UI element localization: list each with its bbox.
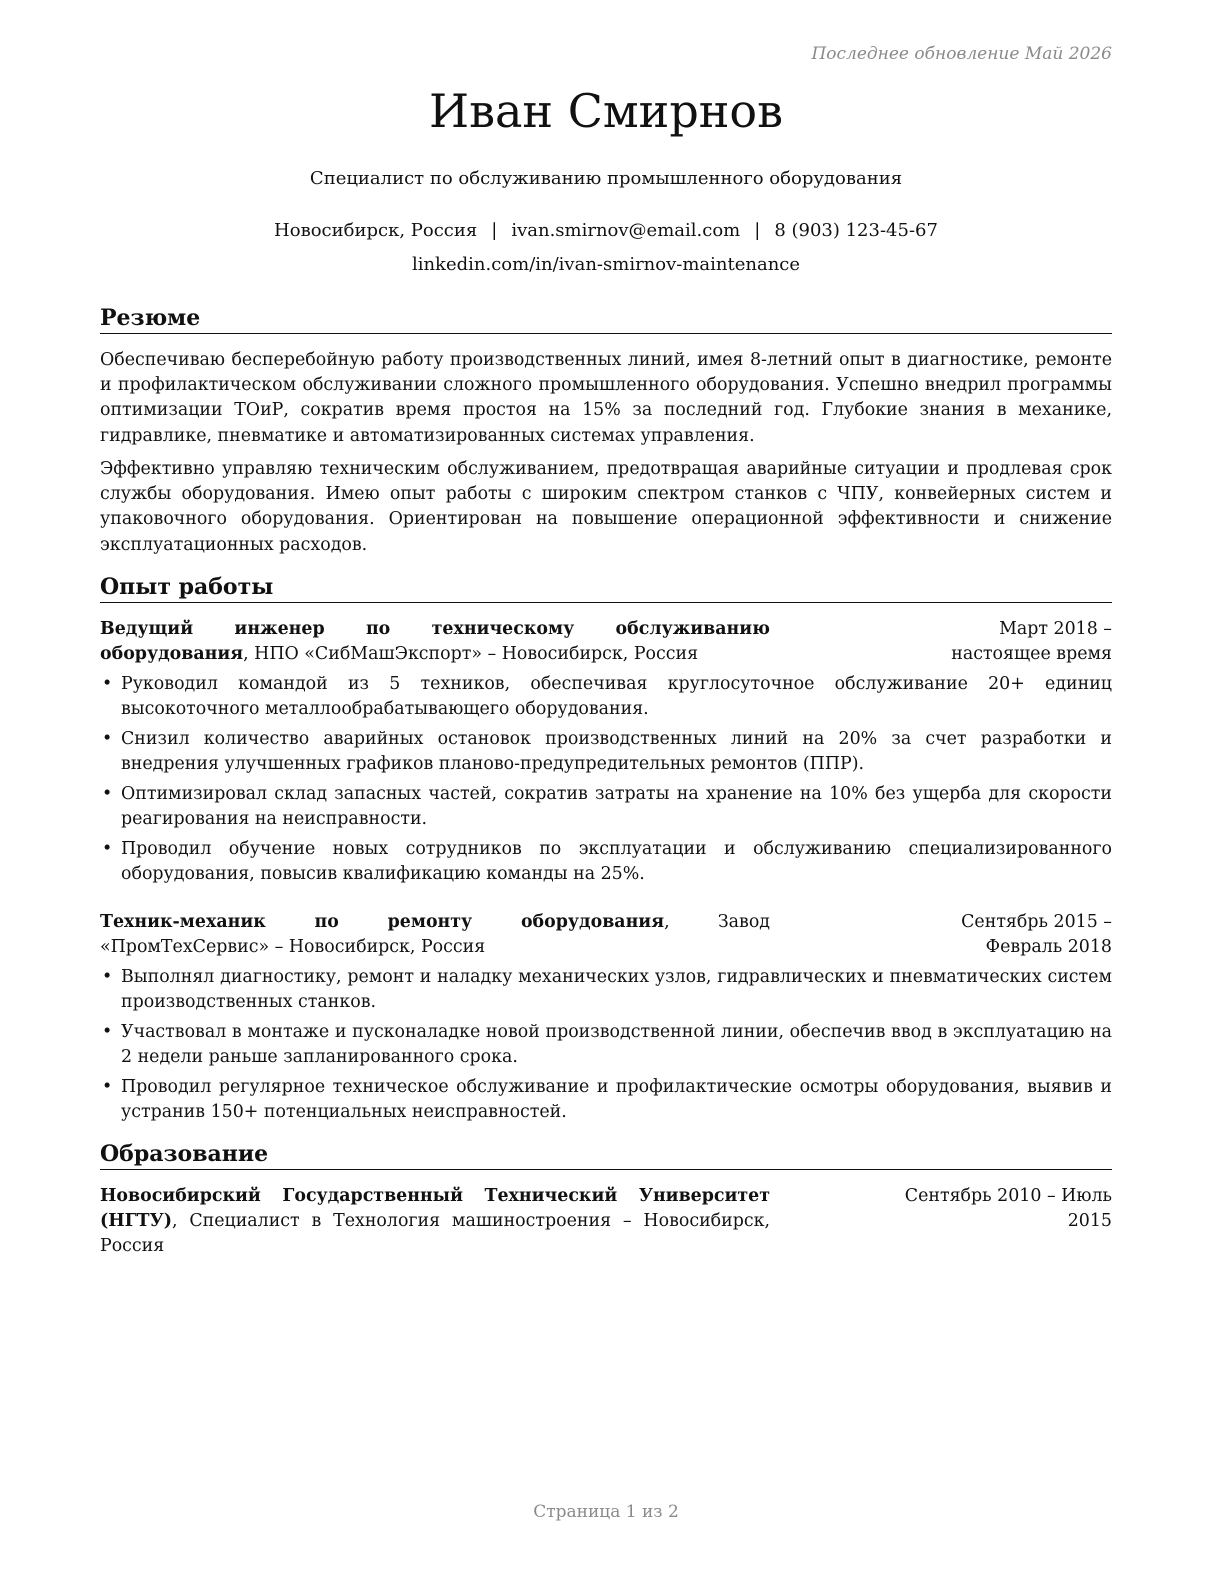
linkedin-link[interactable]: linkedin.com/in/ivan-smirnov-maintenance (411, 254, 801, 275)
resume-page (100, 0, 1112, 1584)
education-dates: Сентябрь 2010 – Июль 2015 (904, 1186, 1112, 1231)
degree: , Специалист в Технология машиностроения – Новосибирск, Россия (100, 1211, 770, 1256)
job-role: Ведущий инженер по техническому обслуживанию оборудования (100, 619, 770, 664)
candidate-title: Специалист по обслуживанию промышленного оборудования (309, 168, 903, 189)
location: Новосибирск, Россия (274, 220, 478, 241)
page-number: Страница 1 из 2 (533, 1502, 679, 1522)
summary-paragraph: Эффективно управляю техническим обслуживанием, предотвращая аварийные ситуации и продлевая срок службы оборудования. Имею опыт работы с широким спектром станков с ЧПУ, конвейерных систем и упаковочного оборудования. Ориентирован на повышение операционной эффективности и снижение эксплуатационных расходов. (100, 459, 1112, 555)
last-updated: Последнее обновление Май 2026 (811, 44, 1112, 64)
list-item: • Оптимизировал склад запасных частей, сократив затраты на хранение на 10% без ущерба для скорости реагирования на неисправности. (100, 782, 1112, 832)
job-header (100, 617, 1112, 667)
candidate-name: Иван Смирнов (428, 84, 784, 138)
contact-line (100, 220, 1112, 241)
list-item: • Выполнял диагностику, ремонт и наладку механических узлов, гидравлических и пневматических систем производственных станков. (100, 965, 1112, 1015)
job-role: Техник-механик по ремонту оборудования (100, 912, 665, 932)
list-item: • Снизил количество аварийных остановок производственных линий на 20% за счет разработки и внедрения улучшенных графиков планово-предупредительных ремонтов (ППР). (100, 727, 1112, 777)
section-title-experience: Опыт работы (100, 573, 1112, 603)
job-company: , Завод «ПромТехСервис» – Новосибирск, Россия (100, 912, 770, 957)
section-title-summary: Резюме (100, 304, 1112, 334)
education-header (100, 1184, 1112, 1259)
job-header (100, 910, 1112, 960)
list-item: • Участвовал в монтаже и пусконаладке новой производственной линии, обеспечив ввод в эксплуатацию на 2 недели раньше запланированного срока. (100, 1020, 1112, 1070)
separator: | (754, 220, 761, 241)
job-dates: Сентябрь 2015 – Февраль 2018 (961, 912, 1112, 957)
list-item: • Проводил регулярное техническое обслуживание и профилактические осмотры оборудования, выявив и устранив 150+ потенциальных неисправностей. (100, 1075, 1112, 1125)
school-name: Новосибирский Государственный Технический Университет (НГТУ) (100, 1186, 770, 1231)
separator: | (491, 220, 498, 241)
list-item: • Проводил обучение новых сотрудников по эксплуатации и обслуживанию специализированного оборудования, повысив квалификацию команды на 25%. (100, 837, 1112, 887)
phone: 8 (903) 123-45-67 (774, 220, 938, 241)
summary-paragraph: Обеспечиваю бесперебойную работу производственных линий, имея 8-летний опыт в диагностике, ремонте и профилактическом обслуживании сложного промышленного оборудования. Успешно внедрил программы оптимизации ТОиР, сократив время простоя на 15% за последний год. Глубокие знания в механике, гидравлике, пневматике и автоматизированных системах управления. (100, 350, 1112, 446)
section-title-education: Образование (100, 1140, 1112, 1170)
email-link[interactable]: ivan.smirnov@email.com (511, 220, 741, 241)
job-bullets (100, 672, 1112, 892)
job-bullets (100, 965, 1112, 1130)
job-company: , НПО «СибМашЭкспорт» – Новосибирск, Россия (243, 644, 699, 664)
job-dates: Март 2018 – настоящее время (951, 619, 1112, 664)
list-item: • Руководил командой из 5 техников, обеспечивая круглосуточное обслуживание 20+ единиц высокоточного металлообрабатывающего оборудования. (100, 672, 1112, 722)
